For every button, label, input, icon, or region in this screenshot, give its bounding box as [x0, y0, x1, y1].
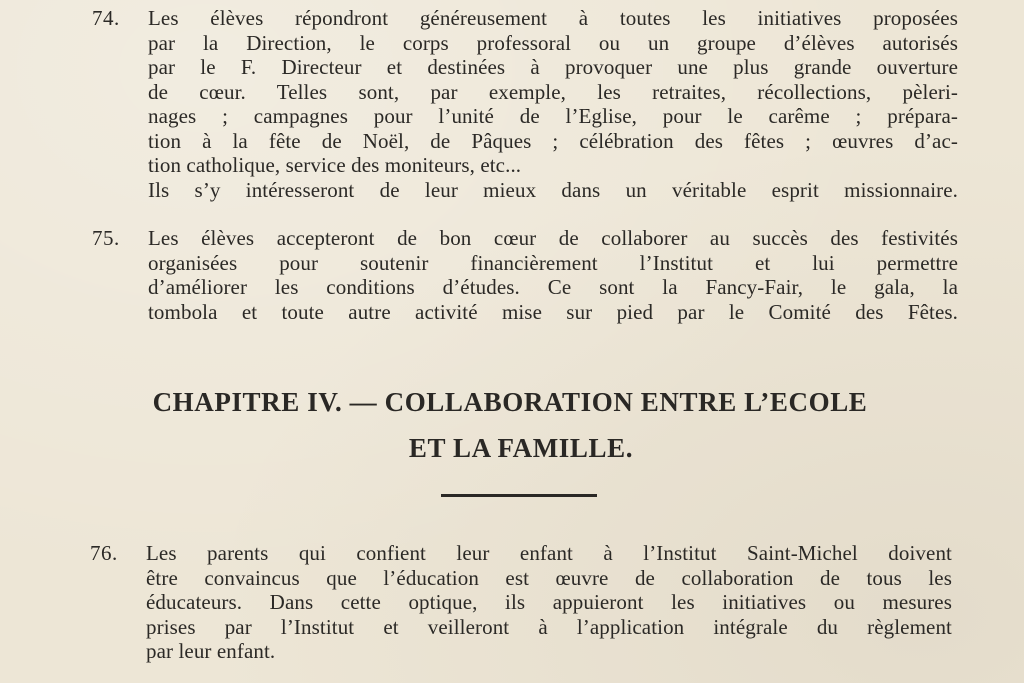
text-line: par la Direction, le corps professoral ou un groupe d’élèves autorisés	[148, 30, 958, 55]
text-line: tion à la fête de Noël, de Pâques ; célébration des fêtes ; œuvres d’ac-	[148, 128, 958, 153]
article-text	[146, 541, 952, 664]
text-line: de cœur. Telles sont, par exemple, les retraites, récollections, pèleri-	[148, 79, 958, 104]
text-line: tion catholique, service des moniteurs, etc...	[148, 153, 522, 177]
text-line: par le F. Directeur et destinées à provoquer une plus grande ouverture	[148, 55, 958, 79]
text-line: Les élèves répondront généreusement à toutes les initiatives proposées	[148, 6, 958, 30]
article-number: 76.	[90, 541, 118, 565]
chapter-title-continued: ET LA FAMILLE.	[408, 433, 634, 463]
text-line: nages ; campagnes pour l’unité de l’Eglise, pour le carême ; prépara-	[148, 104, 958, 128]
text-line: d’améliorer les conditions d’études. Ce sont la Fancy-Fair, le gala, la	[148, 275, 958, 299]
chapter-title: CHAPITRE IV. — COLLABORATION ENTRE L’ECOLE	[152, 387, 868, 417]
text-line: Ils s’y intéresseront de leur mieux dans un véritable esprit missionnaire.	[148, 177, 958, 202]
article-text	[148, 226, 958, 324]
text-line: éducateurs. Dans cette optique, ils appuieront les initiatives ou mesures	[146, 590, 952, 614]
article-number: 75.	[92, 226, 120, 250]
text-line: Les élèves accepteront de bon cœur de collaborer au succès des festivités	[148, 226, 958, 250]
text-line: organisées pour soutenir financièrement l’Institut et lui permettre	[148, 250, 958, 275]
text-line: prises par l’Institut et veilleront à l’application intégrale du règlement	[146, 614, 952, 639]
article-text	[148, 6, 958, 202]
text-line: tombola et toute autre activité mise sur pied par le Comité des Fêtes.	[148, 299, 958, 324]
section-divider	[441, 494, 597, 497]
text-line: par leur enfant.	[146, 639, 276, 663]
text-line: Les parents qui confient leur enfant à l’Institut Saint-Michel doivent	[146, 541, 952, 565]
article-number: 74.	[92, 6, 120, 30]
text-line: être convaincus que l’éducation est œuvre de collaboration de tous les	[146, 565, 952, 590]
